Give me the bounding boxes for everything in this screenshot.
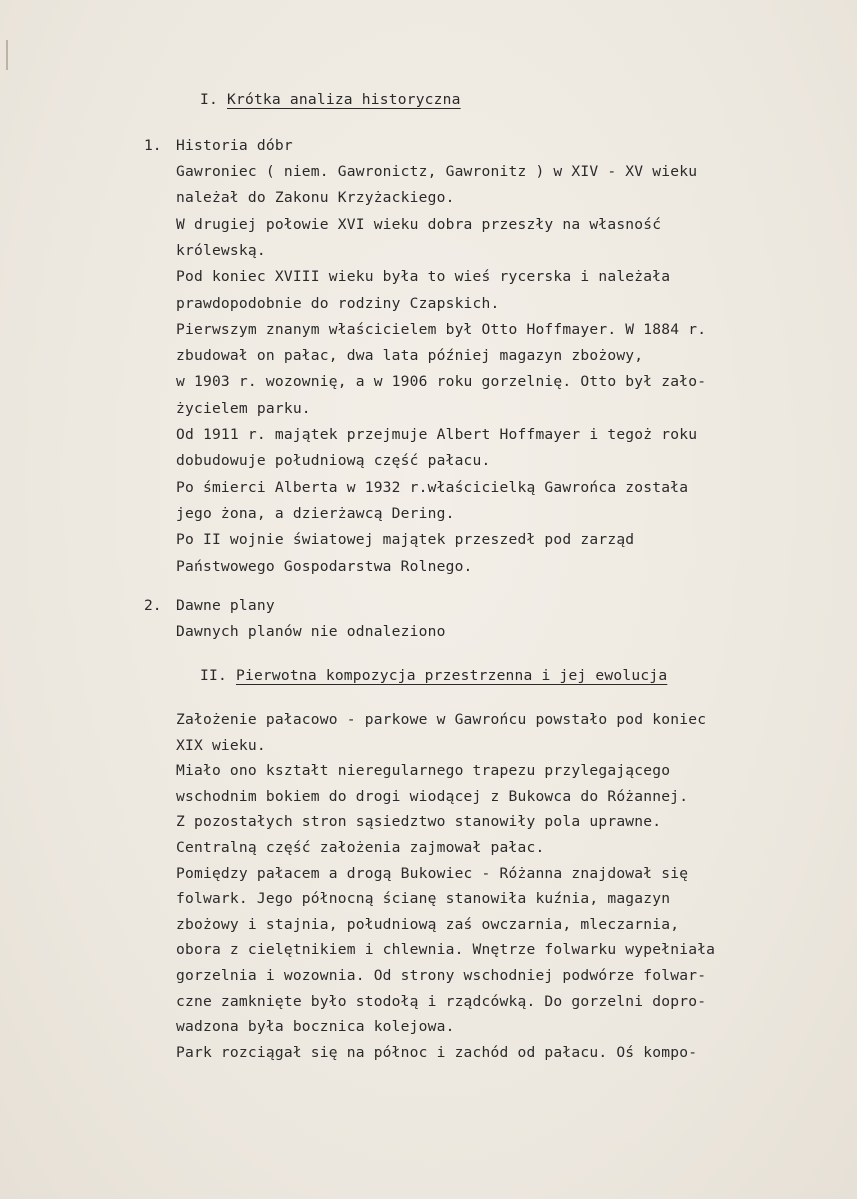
text-line: wschodnim bokiem do drogi wiodącej z Bukowca do Różannej.: [176, 787, 689, 805]
text-line: zbożowy i stajnia, południową zaś owczarnia, mleczarnia,: [176, 915, 680, 933]
text-line: Po śmierci Alberta w 1932 r.właścicielką Gawrońca została: [176, 478, 689, 496]
text-line: Od 1911 r. majątek przejmuje Albert Hoffmayer i tegoż roku: [176, 426, 698, 443]
text-line: Z pozostałych stron sąsiedztwo stanowiły pola uprawne.: [176, 813, 662, 831]
text-line: Pomiędzy pałacem a drogą Bukowiec - Różanna znajdował się: [176, 864, 689, 882]
text-line: Centralną część założenia zajmował pałac.: [176, 839, 545, 856]
text-line: Pod koniec XVIII wieku była to wieś rycerska i należała: [176, 268, 671, 286]
text-line: życielem parku.: [176, 399, 311, 417]
text-line: Po II wojnie światowej majątek przeszedł pod zarząd: [176, 531, 635, 549]
text-line: W drugiej połowie XVI wieku dobra przeszły na własność: [176, 215, 662, 233]
text-line: dobudowuje południową część pałacu.: [176, 452, 491, 470]
section-title: Krótka analiza historyczna: [226, 91, 461, 108]
text-line: obora z cielętnikiem i chlewnia. Wnętrze folwarku wypełniała: [176, 941, 716, 959]
section-heading-2: [200, 666, 667, 686]
text-line: Założenie pałacowo - parkowe w Gawrońcu powstało pod koniec: [176, 711, 707, 728]
text-line: XIX wieku.: [176, 736, 266, 754]
text-line: jego żona, a dzierżawcą Dering.: [176, 504, 455, 522]
section-numeral: I.: [200, 91, 218, 108]
text-line: Pierwszym znanym właścicielem był Otto Hoffmayer. W 1884 r.: [176, 320, 707, 338]
text-line: wadzona była bocznica kolejowa.: [176, 1018, 455, 1036]
text-line: Park rozciągał się na północ i zachód od pałacu. Oś kompo-: [176, 1043, 698, 1061]
text-line: prawdopodobnie do rodziny Czapskich.: [176, 294, 500, 312]
item-number: 2.: [144, 597, 162, 614]
text-line: czne zamknięte było stodołą i rządcówką. Do gorzelni dopro-: [176, 992, 707, 1010]
item-number: 1.: [144, 137, 162, 154]
text-line: królewską.: [176, 241, 266, 259]
section-heading-1: [200, 90, 461, 110]
text-line: należał do Zakonu Krzyżackiego.: [176, 189, 455, 207]
text-line: gorzelnia i wozownia. Od strony wschodniej podwórze folwar-: [176, 967, 707, 984]
text-line: zbudował on pałac, dwa lata później magazyn zbożowy,: [176, 347, 644, 365]
text-line: folwark. Jego północną ścianę stanowiła kuźnia, magazyn: [176, 890, 671, 908]
text-line: Państwowego Gospodarstwa Rolnego.: [176, 557, 473, 575]
text-line: Gawroniec ( niem. Gawronictz, Gawronitz ) w XIV - XV wieku: [176, 163, 698, 180]
section-title: Pierwotna kompozycja przestrzenna i jej ewolucja: [235, 667, 668, 684]
section-numeral: II.: [200, 667, 227, 684]
text-line: Dawnych planów nie odnaleziono: [176, 623, 446, 640]
item-heading: Dawne plany: [176, 597, 275, 614]
text-line: Miało ono kształt nieregularnego trapezu przylegającego: [176, 762, 671, 780]
scan-edge-mark: [6, 40, 8, 70]
item-heading: Historia dóbr: [176, 137, 293, 154]
text-line: w 1903 r. wozownię, a w 1906 roku gorzelnię. Otto był zało-: [176, 373, 707, 391]
